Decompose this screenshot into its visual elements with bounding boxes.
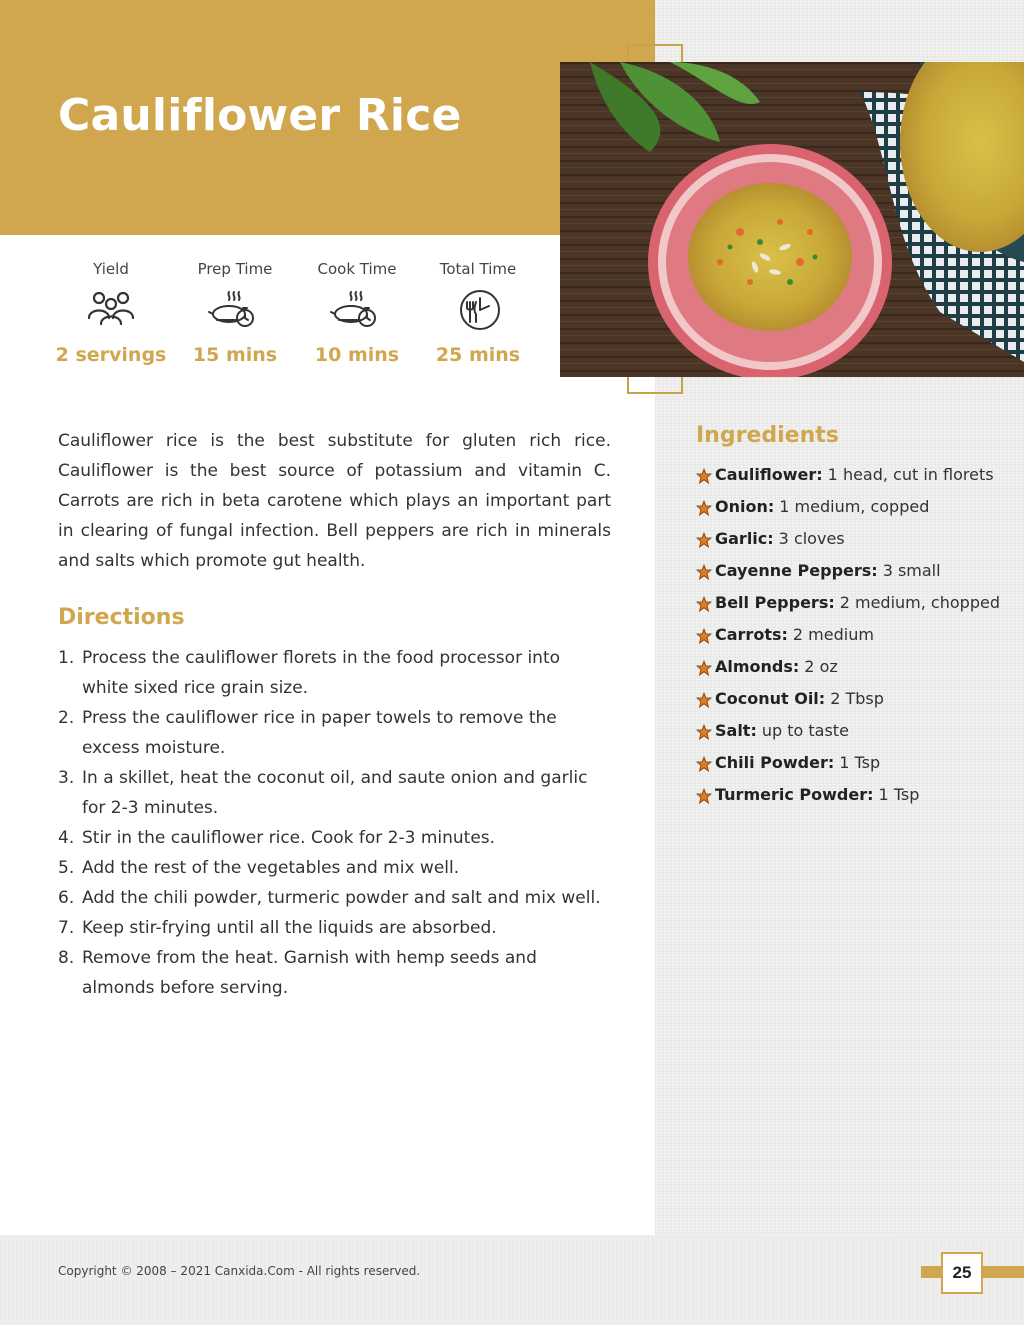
ingredient-amount: 2 medium: [792, 625, 874, 644]
ingredient-item: [696, 561, 1016, 593]
direction-step: [58, 943, 611, 1003]
direction-step: [58, 823, 611, 853]
ingredient-name: Coconut Oil:: [715, 689, 826, 708]
direction-step: [58, 883, 611, 913]
directions-list: [58, 643, 611, 1003]
stat-cook-time: [296, 260, 418, 366]
ingredients-list: [696, 465, 1016, 817]
star-bullet-icon: [696, 532, 712, 548]
star-bullet-icon: [696, 564, 712, 580]
stat-label: Total Time: [439, 260, 517, 278]
stat-value: 15 mins: [192, 344, 278, 366]
ingredient-name: Bell Peppers:: [715, 593, 835, 612]
clock-cutlery-icon: [450, 288, 506, 332]
direction-step: [58, 763, 611, 823]
ingredient-name: Carrots:: [715, 625, 788, 644]
stat-label: Prep Time: [197, 260, 273, 278]
copyright-text: Copyright © 2008 – 2021 Canxida.Com - All rights reserved.: [58, 1264, 421, 1278]
ingredient-item: [696, 689, 1016, 721]
ingredient-amount: 2 medium, chopped: [839, 593, 1000, 612]
step-text: Remove from the heat. Garnish with hemp seeds and almonds before serving.: [82, 948, 537, 998]
ingredient-name: Chili Powder:: [715, 753, 835, 772]
star-bullet-icon: [696, 788, 712, 804]
ingredient-item: [696, 529, 1016, 561]
star-bullet-icon: [696, 724, 712, 740]
star-bullet-icon: [696, 660, 712, 676]
ingredient-name: Turmeric Powder:: [715, 785, 874, 804]
pan-timer-icon: [207, 288, 263, 332]
step-text: Add the rest of the vegetables and mix well.: [82, 858, 460, 878]
ingredient-amount: 1 medium, copped: [779, 497, 930, 516]
title-band: [0, 0, 655, 235]
stat-value: 2 servings: [55, 344, 167, 366]
ingredient-amount: 1 Tsp: [839, 753, 881, 772]
ingredient-item: [696, 721, 1016, 753]
stat-total-time: [417, 260, 539, 366]
step-text: Process the cauliflower florets in the food processor into white sixed rice grain size.: [82, 648, 561, 698]
ingredient-name: Onion:: [715, 497, 775, 516]
stat-label: Yield: [93, 260, 129, 278]
ingredient-name: Almonds:: [715, 657, 800, 676]
star-bullet-icon: [696, 756, 712, 772]
recipe-photo: [560, 62, 1024, 377]
pan-timer-icon: [329, 288, 385, 332]
directions-heading: Directions: [58, 605, 185, 630]
ingredient-amount: 3 cloves: [778, 529, 845, 548]
step-text: Stir in the cauliflower rice. Cook for 2-3 minutes.: [82, 828, 496, 848]
recipe-intro: Cauliflower rice is the best substitute for gluten rich rice. Cauliflower is the best source of potassium and vitamin C. Carrots are rich in beta carotene which plays an important part in clearing of fungal infection. Bell peppers are rich in minerals and salts which promote gut health.: [58, 431, 611, 571]
ingredient-name: Cauliflower:: [715, 465, 823, 484]
ingredient-name: Cayenne Peppers:: [715, 561, 878, 580]
step-text: Keep stir-frying until all the liquids are absorbed.: [82, 918, 497, 938]
page-number: 25: [941, 1252, 983, 1294]
stat-yield: [50, 260, 172, 366]
ingredient-amount: 1 Tsp: [878, 785, 920, 804]
cauliflower-rice-photo: [560, 62, 1024, 377]
step-text: In a skillet, heat the coconut oil, and saute onion and garlic for 2-3 minutes.: [82, 768, 588, 818]
step-text: Press the cauliflower rice in paper towels to remove the excess moisture.: [82, 708, 557, 758]
star-bullet-icon: [696, 500, 712, 516]
direction-step: [58, 913, 611, 943]
ingredient-item: [696, 465, 1016, 497]
ingredient-item: [696, 625, 1016, 657]
stat-value: 25 mins: [435, 344, 521, 366]
ingredient-amount: up to taste: [761, 721, 849, 740]
step-number: 1.: [58, 648, 75, 668]
ingredient-amount: 2 oz: [804, 657, 838, 676]
ingredient-name: Garlic:: [715, 529, 774, 548]
people-icon: [83, 288, 139, 332]
star-bullet-icon: [696, 628, 712, 644]
footer-band: [0, 1235, 1024, 1325]
star-bullet-icon: [696, 596, 712, 612]
ingredient-item: [696, 785, 1016, 817]
ingredient-item: [696, 657, 1016, 689]
stat-value: 10 mins: [314, 344, 400, 366]
direction-step: [58, 643, 611, 703]
direction-step: [58, 703, 611, 763]
stat-label: Cook Time: [317, 260, 397, 278]
ingredient-item: [696, 753, 1016, 785]
star-bullet-icon: [696, 468, 712, 484]
step-number: 6.: [58, 888, 75, 908]
step-number: 3.: [58, 768, 75, 788]
ingredient-name: Salt:: [715, 721, 757, 740]
ingredient-amount: 3 small: [882, 561, 941, 580]
step-number: 7.: [58, 918, 75, 938]
ingredient-item: [696, 497, 1016, 529]
step-number: 4.: [58, 828, 75, 848]
step-text: Add the chili powder, turmeric powder and salt and mix well.: [82, 888, 601, 908]
step-number: 8.: [58, 948, 75, 968]
ingredient-amount: 1 head, cut in florets: [827, 465, 994, 484]
stat-prep-time: [174, 260, 296, 366]
step-number: 5.: [58, 858, 75, 878]
ingredients-heading: Ingredients: [696, 423, 839, 448]
ingredient-amount: 2 Tbsp: [830, 689, 884, 708]
direction-step: [58, 853, 611, 883]
recipe-stats: [50, 260, 550, 370]
ingredient-item: [696, 593, 1016, 625]
star-bullet-icon: [696, 692, 712, 708]
step-number: 2.: [58, 708, 75, 728]
recipe-title: Cauliflower Rice: [58, 90, 462, 141]
